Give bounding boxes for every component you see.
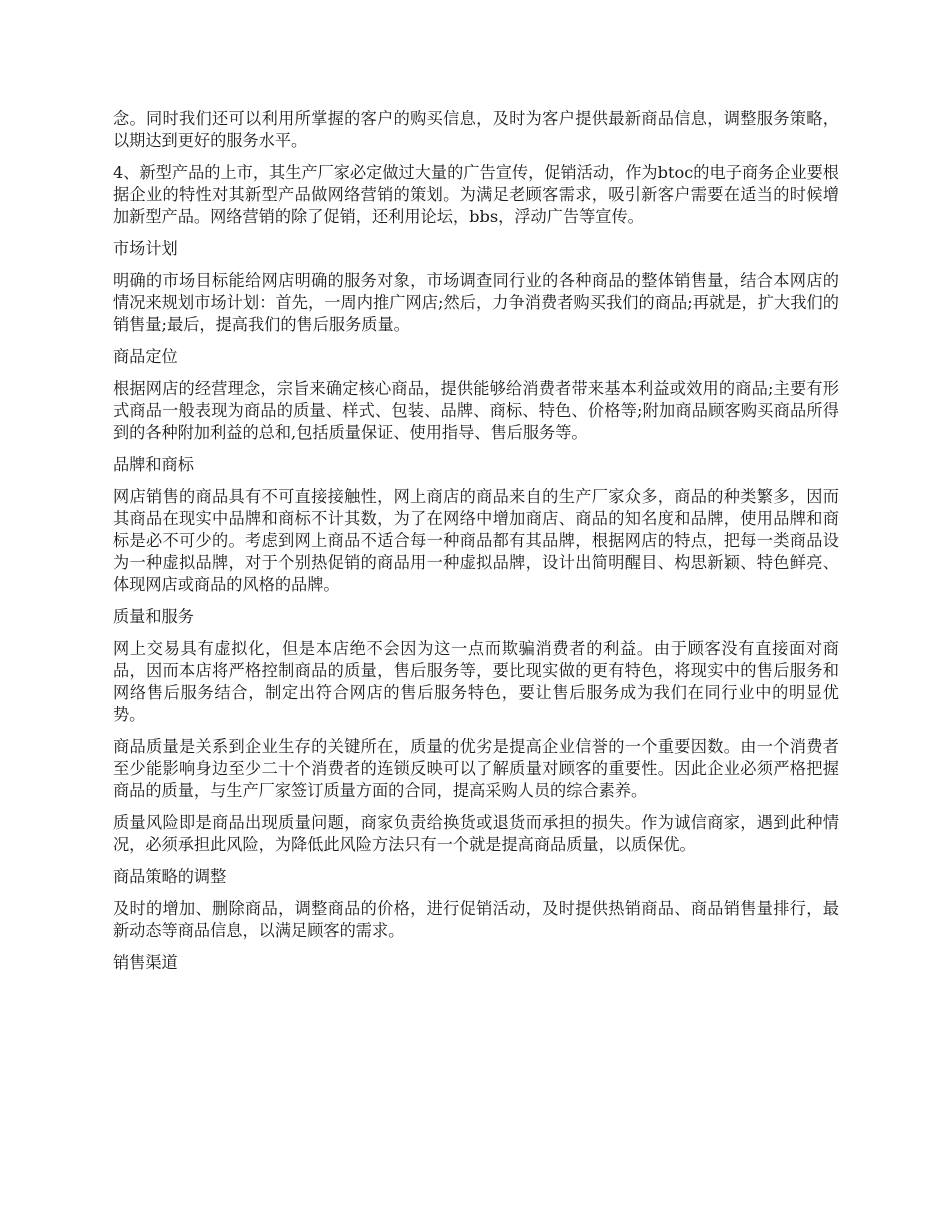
section-heading: 品牌和商标 [113,455,194,474]
paragraph: 商品质量是关系到企业生存的关键所在，质量的优劣是提高企业信誉的一个重要因数。由一个消费者至少能影响身边至少二十个消费者的连锁反映可以了解质量对顾客的重要性。因此企业必须严格把握商品的质量，与生产厂家签订质量方面的合同，提高采购人员的综合素养。 [113,737,839,800]
paragraph: 明确的市场目标能给网店明确的服务对象，市场调查同行业的各种商品的整体销售量，结合本网店的情况来规划市场计划：首先，一周内推广网店;然后，力争消费者购买我们的商品;再就是，扩大我们的销售量;最后，提高我们的售后服务质量。 [113,271,839,334]
paragraph: 4、新型产品的上市，其生产厂家必定做过大量的广告宣传，促销活动，作为btoc的电子商务企业要根据企业的特性对其新型产品做网络营销的策划。为满足老顾客需求，吸引新客户需要在适当的时候增加新型产品。网络营销的除了促销，还利用论坛，bbs，浮动广告等宣传。 [113,163,839,226]
section-heading: 质量和服务 [113,607,194,626]
paragraph: 质量风险即是商品出现质量问题，商家负责给换货或退货而承担的损失。作为诚信商家，遇到此种情况，必须承担此风险，为降低此风险方法只有一个就是提高商品质量，以质保优。 [113,813,839,854]
paragraph: 网上交易具有虚拟化，但是本店绝不会因为这一点而欺骗消费者的利益。由于顾客没有直接面对商品，因而本店将严格控制商品的质量，售后服务等，要比现实做的更有特色，将现实中的售后服务和网络售后服务结合，制定出符合网店的售后服务特色，要让售后服务成为我们在同行业中的明显优势。 [113,639,839,724]
section-heading: 市场计划 [113,239,178,258]
section-heading: 销售渠道 [113,953,178,972]
paragraph: 及时的增加、删除商品，调整商品的价格，进行促销活动，及时提供热销商品、商品销售量排行，最新动态等商品信息，以满足顾客的需求。 [113,899,839,940]
paragraph: 根据网店的经营理念，宗旨来确定核心商品，提供能够给消费者带来基本利益或效用的商品;主要有形式商品一般表现为商品的质量、样式、包装、品牌、商标、特色、价格等;附加商品顾客购买商品所得到的各种附加利益的总和,包括质量保证、使用指导、售后服务等。 [113,379,839,442]
paragraph: 网店销售的商品具有不可直接接触性，网上商店的商品来自的生产厂家众多，商品的种类繁多，因而其商品在现实中品牌和商标不计其数，为了在网络中增加商店、商品的知名度和品牌，使用品牌和商标是必不可少的。考虑到网上商品不适合每一种商品都有其品牌，根据网店的特点，把每一类商品设为一种虚拟品牌，对于个别热促销的商品用一种虚拟品牌，设计出简明醒目、构思新颖、特色鲜亮、体现网店或商品的风格的品牌。 [113,487,839,594]
section-heading: 商品定位 [113,347,178,366]
paragraph: 念。同时我们还可以利用所掌握的客户的购买信息，及时为客户提供最新商品信息，调整服务策略，以期达到更好的服务水平。 [113,109,839,150]
section-heading: 商品策略的调整 [113,867,227,886]
document-page [113,108,839,984]
